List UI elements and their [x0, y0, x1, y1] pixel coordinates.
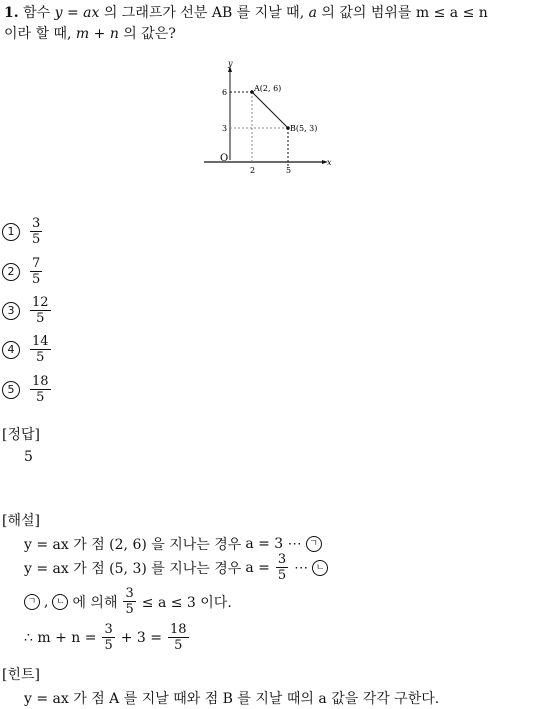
- x-tick-5: 5: [286, 166, 292, 175]
- choice-5[interactable]: [2, 374, 53, 405]
- question-part: 이라 할 때,: [4, 26, 76, 42]
- coordinate-graph: [200, 58, 335, 178]
- circled-n: ㄴ: [52, 594, 68, 610]
- question-part: 의 값의 범위를 m ≤ a ≤ n: [316, 5, 488, 21]
- x-tick-2: 2: [250, 166, 256, 175]
- choice-1[interactable]: [2, 216, 44, 247]
- question-part: 의 그래프가 선분 AB 를 지날 때,: [99, 5, 309, 21]
- choice-mark: 3: [2, 302, 20, 320]
- choice-mark: 1: [2, 223, 20, 241]
- explanation-line-3: ㄱ , ㄴ 에 의해 $\frac{3}{5}$ ≤ a ≤ 3 이다.: [24, 586, 232, 617]
- choice-fraction: $\frac{14}{5}$: [32, 334, 49, 365]
- question-part: 의 값은?: [118, 26, 176, 42]
- choice-2[interactable]: [2, 256, 44, 287]
- explanation-label: [해설]: [2, 513, 40, 529]
- point-b-label: B(5, 3): [290, 124, 318, 133]
- variable-a: a: [308, 5, 317, 21]
- choice-fraction: $\frac{12}{5}$: [32, 295, 49, 326]
- question-number: 1.: [4, 5, 19, 21]
- answer-label: [정답]: [2, 427, 40, 443]
- choice-4[interactable]: [2, 334, 53, 365]
- hint-text: y = ax 가 점 A 를 지날 때와 점 B 를 지날 때의 a 값을 각각 구한다.: [24, 691, 440, 707]
- y-axis-label: y: [228, 59, 233, 68]
- answer-value: 5: [24, 449, 33, 465]
- choice-3[interactable]: [2, 295, 53, 326]
- explanation-line-2: y = ax 가 점 (5, 3) 를 지나는 경우 a = $\frac{3}{5}$ ⋯ ㄴ: [24, 552, 328, 583]
- explanation-line-4: ∴ m + n = $\frac{3}{5}$ + 3 = $\frac{18}{5}$: [24, 622, 187, 653]
- choice-mark: 2: [2, 263, 20, 281]
- choice-fraction: $\frac{3}{5}$: [32, 216, 41, 247]
- y-tick-3: 3: [222, 124, 228, 133]
- circled-g: ㄱ: [24, 594, 40, 610]
- choice-mark: 4: [2, 341, 20, 359]
- circled-n: ㄴ: [312, 560, 328, 576]
- choice-mark: 5: [2, 381, 20, 399]
- function-expr: y = ax: [54, 5, 100, 21]
- mn-expr: m + n: [75, 26, 119, 42]
- segment-ab: [252, 92, 288, 128]
- x-axis-label: x: [327, 158, 332, 167]
- choice-fraction: $\frac{7}{5}$: [32, 256, 41, 287]
- y-tick-6: 6: [222, 88, 228, 97]
- explanation-line-1: y = ax 가 점 (2, 6) 을 지나는 경우 a = 3 ⋯ ㄱ: [24, 534, 322, 554]
- origin-label: O: [220, 153, 229, 164]
- point-a-label: A(2, 6): [254, 84, 282, 93]
- question-part: 함수: [23, 5, 55, 21]
- question-text: [4, 3, 532, 45]
- hint-label: [힌트]: [2, 667, 40, 683]
- circled-g: ㄱ: [306, 536, 322, 552]
- choice-fraction: $\frac{18}{5}$: [32, 374, 49, 405]
